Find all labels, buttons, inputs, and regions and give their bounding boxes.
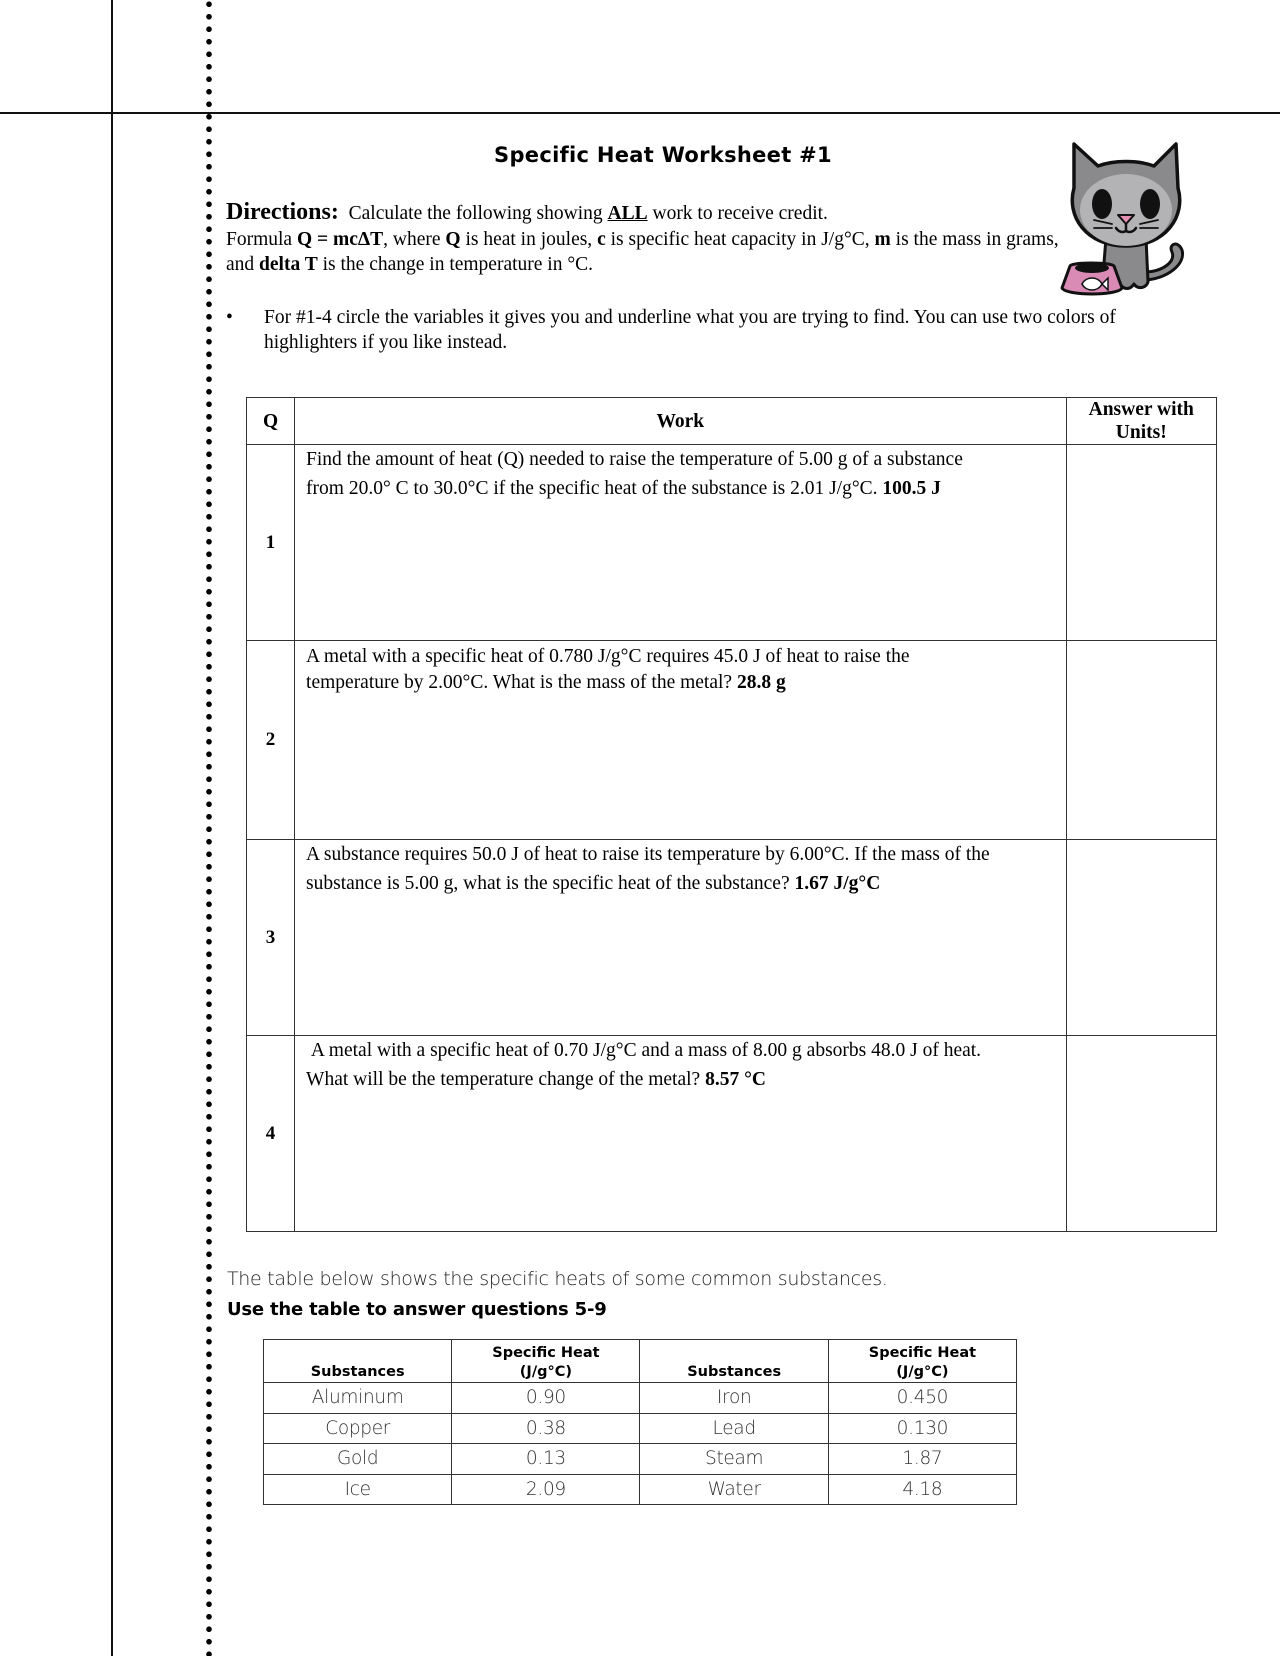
work-cell[interactable] (295, 641, 1066, 840)
bullet-icon: • (226, 307, 233, 328)
header-specific-heat-units: (J/g°C) (896, 1364, 949, 1380)
bullet-text: For #1-4 circle the variables it gives you and underline what you are trying to find. You can use two colors of highlighters if you like instead. (264, 307, 1116, 353)
table-row (247, 445, 1217, 641)
formula-text: is heat in joules, (460, 228, 598, 250)
margin-vertical-line (111, 0, 113, 1656)
substance-name: Gold (264, 1444, 452, 1475)
specific-heat-value: 0.90 (452, 1383, 640, 1414)
cat-right-eye (1140, 189, 1160, 219)
header-specific-heat-right (828, 1340, 1016, 1383)
formula-description (226, 227, 1066, 278)
variable-q: Q (445, 228, 461, 250)
cat-tail (1144, 244, 1183, 280)
table-row (247, 840, 1217, 1036)
work-cell[interactable] (295, 1036, 1066, 1232)
substance-name: Aluminum (264, 1383, 452, 1414)
header-specific-heat-line1: Specific Heat (868, 1345, 977, 1361)
directions-emphasis: ALL (607, 203, 648, 224)
header-horizontal-line (0, 112, 1280, 114)
table-row (264, 1444, 1017, 1475)
header-specific-heat-left (452, 1340, 640, 1383)
header-substances-left: Substances (264, 1340, 452, 1383)
formula-text: is specific heat capacity in J/g°C, (605, 228, 875, 250)
heat-table-header (264, 1340, 1017, 1383)
question-number: 2 (247, 641, 295, 840)
answer-cell[interactable] (1066, 1036, 1216, 1232)
header-answer (1066, 398, 1216, 445)
formula-prefix: Formula (226, 228, 297, 250)
substance-name: Copper (264, 1413, 452, 1444)
specific-heat-table (263, 1339, 1017, 1505)
header-specific-heat-line1: Specific Heat (492, 1345, 600, 1361)
question-line: Find the amount of heat (Q) needed to raise the temperature of 5.00 g of a substance (306, 449, 963, 470)
question-line: temperature by 2.00°C. What is the mass of the metal? (306, 672, 737, 693)
answer-key: 100.5 J (882, 478, 941, 499)
directions-label: Directions: (226, 199, 339, 225)
specific-heat-value: 1.87 (828, 1444, 1016, 1475)
header-answer-line1: Answer with (1088, 399, 1194, 420)
question-text (306, 445, 1055, 503)
answer-cell[interactable] (1066, 840, 1216, 1036)
answer-key: 8.57 °C (705, 1069, 766, 1090)
table-instruction: Use the table to answer questions 5-9 (227, 1299, 607, 1320)
directions-line-1 (226, 200, 1066, 227)
question-number: 4 (247, 1036, 295, 1232)
work-table-header (247, 398, 1217, 445)
question-number: 1 (247, 445, 295, 641)
cat-icon (1058, 138, 1193, 303)
formula: Q = mcΔT (296, 228, 384, 250)
directions-text-end: work to receive credit. (647, 203, 828, 224)
question-text (306, 840, 1055, 898)
formula-text: , where (383, 228, 446, 250)
header-q: Q (247, 398, 295, 445)
question-line: A metal with a specific heat of 0.780 J/g°C requires 45.0 J of heat to raise the (306, 646, 910, 667)
answer-cell[interactable] (1066, 641, 1216, 840)
header-specific-heat-units: (J/g°C) (519, 1364, 573, 1380)
specific-heat-value: 4.18 (828, 1474, 1016, 1505)
substance-name: Ice (264, 1474, 452, 1505)
answer-cell[interactable] (1066, 445, 1216, 641)
table-row (264, 1383, 1017, 1414)
work-table (246, 397, 1217, 1232)
worksheet-title: Specific Heat Worksheet #1 (494, 143, 832, 167)
cat-left-eye (1092, 189, 1112, 219)
question-line: A substance requires 50.0 J of heat to raise its temperature by 6.00°C. If the mass of the (306, 844, 990, 865)
specific-heat-value: 0.130 (828, 1413, 1016, 1444)
specific-heat-value: 2.09 (452, 1474, 640, 1505)
directions-block (226, 200, 1066, 278)
binder-dotted-line (205, 0, 213, 1656)
header-work: Work (295, 398, 1066, 445)
substance-name: Iron (640, 1383, 828, 1414)
specific-heat-value: 0.13 (452, 1444, 640, 1475)
variable-c: c (597, 228, 606, 250)
directions-text: Calculate the following showing (348, 203, 608, 224)
answer-key: 1.67 J/g°C (794, 873, 881, 894)
question-number: 3 (247, 840, 295, 1036)
question-line: What will be the temperature change of the metal? (306, 1069, 706, 1090)
specific-heat-value: 0.450 (828, 1383, 1016, 1414)
question-line: from 20.0° C to 30.0°C if the specific heat of the substance is 2.01 J/g°C. (306, 478, 883, 499)
substance-name: Lead (640, 1413, 828, 1444)
formula-text: is the mass in grams, and (226, 228, 1059, 275)
header-substances-right: Substances (640, 1340, 828, 1383)
header-answer-line2: Units! (1115, 422, 1167, 443)
instruction-bullet (226, 306, 1196, 355)
food-bowl-opening (1075, 263, 1109, 273)
specific-heat-value: 0.38 (452, 1413, 640, 1444)
question-text (306, 644, 1055, 696)
variable-delta-t: delta T (259, 254, 318, 275)
table-intro-text: The table below shows the specific heats of some common substances. (227, 1268, 888, 1290)
table-row (247, 641, 1217, 840)
formula-text: is the change in temperature in °C. (317, 254, 594, 275)
answer-key: 28.8 g (736, 672, 786, 693)
table-row (247, 1036, 1217, 1232)
question-line: substance is 5.00 g, what is the specific heat of the substance? (306, 873, 795, 894)
table-row (264, 1413, 1017, 1444)
work-cell[interactable] (295, 445, 1066, 641)
substance-name: Steam (640, 1444, 828, 1475)
question-text (306, 1036, 1055, 1094)
substance-name: Water (640, 1474, 828, 1505)
variable-m: m (874, 228, 891, 250)
table-row (264, 1474, 1017, 1505)
question-line: A metal with a specific heat of 0.70 J/g°C and a mass of 8.00 g absorbs 48.0 J of heat. (306, 1040, 982, 1061)
work-cell[interactable] (295, 840, 1066, 1036)
